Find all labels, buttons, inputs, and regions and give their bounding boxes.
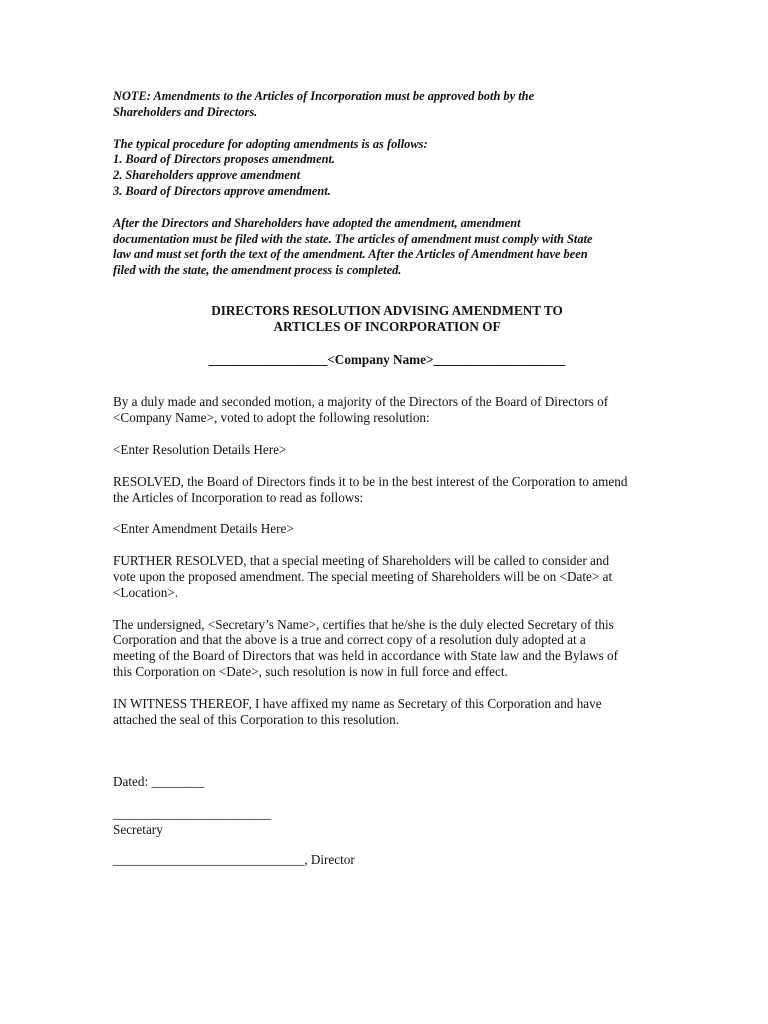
body-line: The undersigned, <Secretary’s Name>, certifies that he/she is the duly elected Secretary of this <box>113 616 614 632</box>
signature-block <box>113 774 661 867</box>
company-name-line: __________________<Company Name>____________________ <box>208 351 566 367</box>
amendment-details-placeholder: <Enter Amendment Details Here> <box>113 521 294 537</box>
document-title <box>113 303 661 369</box>
title-line: DIRECTORS RESOLUTION ADVISING AMENDMENT TO <box>211 302 563 318</box>
note-line: 3. Board of Directors approve amendment. <box>113 183 331 198</box>
note-line: law and must set forth the text of the amendment. After the Articles of Amendment have been <box>113 247 588 262</box>
body-line: attached the seal of this Corporation to this resolution. <box>113 711 400 727</box>
resolution-details-placeholder: <Enter Resolution Details Here> <box>113 442 287 458</box>
body-line: By a duly made and seconded motion, a majority of the Directors of the Board of Directors of <box>113 394 609 410</box>
body-line: Corporation and that the above is a true and correct copy of a resolution duly adopted at a <box>113 632 586 648</box>
body-line: this Corporation on <Date>, such resolution is now in full force and effect. <box>113 664 508 680</box>
note-line: 1. Board of Directors proposes amendment. <box>113 152 336 167</box>
note-line: 2. Shareholders approve amendment <box>113 168 301 183</box>
document-page <box>113 89 661 868</box>
title-line: ARTICLES OF INCORPORATION OF <box>273 319 501 335</box>
body-line: RESOLVED, the Board of Directors finds it to be in the best interest of the Corporation to amend <box>113 473 628 489</box>
note-line: documentation must be filed with the state. The articles of amendment must comply with State <box>113 231 593 246</box>
body-line: <Company Name>, voted to adopt the following resolution: <box>113 410 430 426</box>
body-line: IN WITNESS THEREOF, I have affixed my name as Secretary of this Corporation and have <box>113 695 602 711</box>
resolution-body <box>113 394 661 727</box>
director-signature-line: _____________________________, Director <box>113 851 355 867</box>
note-line: NOTE: Amendments to the Articles of Incorporation must be approved both by the <box>113 89 535 103</box>
body-line: meeting of the Board of Directors that was held in accordance with State law and the Bylaws of <box>113 648 618 664</box>
instruction-note <box>113 89 661 279</box>
note-line: Shareholders and Directors. <box>113 104 258 119</box>
note-line: filed with the state, the amendment process is completed. <box>113 263 402 278</box>
body-line: vote upon the proposed amendment. The special meeting of Shareholders will be on <Date> at <box>113 569 613 585</box>
body-line: <Location>. <box>113 584 179 600</box>
note-line: After the Directors and Shareholders have adopted the amendment, amendment <box>113 215 521 230</box>
body-line: the Articles of Incorporation to read as follows: <box>113 489 364 505</box>
secretary-label: Secretary <box>113 822 163 838</box>
secretary-signature-line: ________________________ <box>113 806 272 822</box>
dated-field: Dated: ________ <box>113 774 205 790</box>
body-line: FURTHER RESOLVED, that a special meeting of Shareholders will be called to consider and <box>113 553 610 569</box>
note-line: The typical procedure for adopting amendments is as follows: <box>113 136 428 151</box>
